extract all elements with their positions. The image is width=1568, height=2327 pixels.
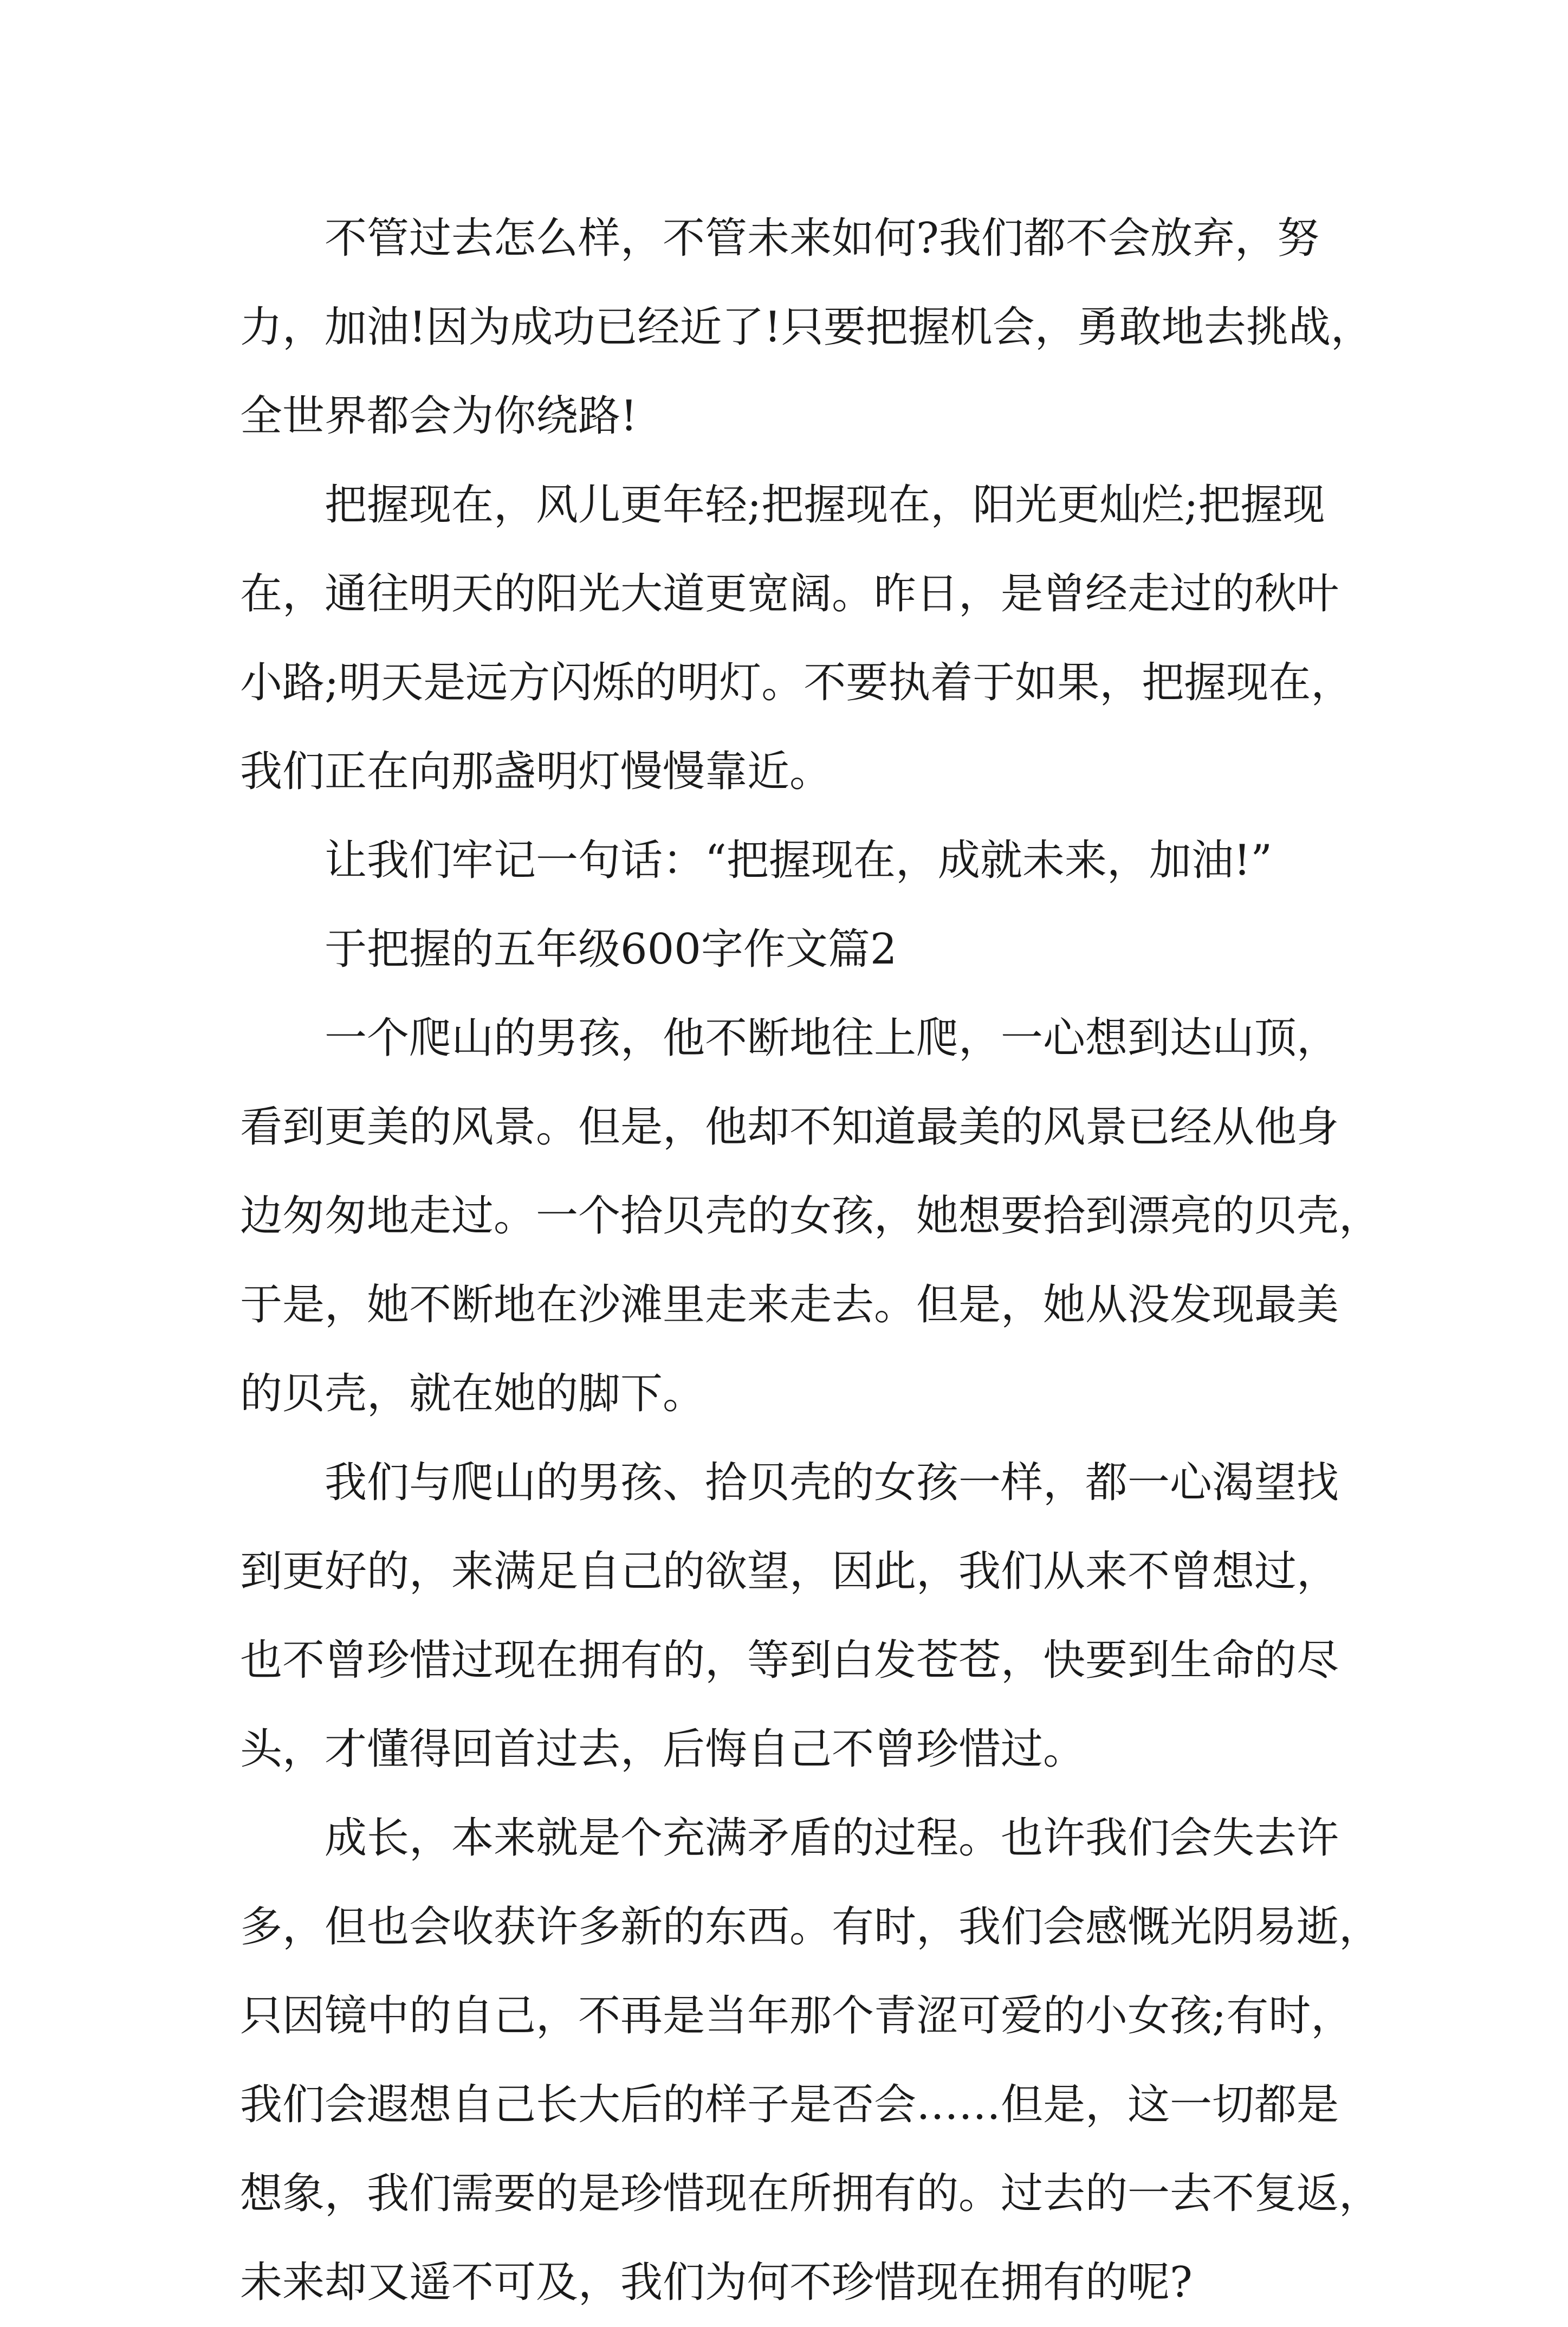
text-line: 也不曾珍惜过现在拥有的，等到白发苍苍，快要到生命的尽 bbox=[240, 1636, 1339, 1685]
text-line: 未来却又遥不可及，我们为何不珍惜现在拥有的呢? bbox=[240, 2258, 1193, 2307]
text-line: 看到更美的风景。但是，他却不知道最美的风景已经从他身 bbox=[240, 1103, 1339, 1152]
text-line: 小路;明天是远方闪烁的明灯。不要执着于如果，把握现在， bbox=[240, 658, 1353, 707]
heading-text: 于把握的五年级600字作文篇2 bbox=[325, 925, 897, 974]
paragraph-2 bbox=[240, 461, 1353, 816]
text-line: 边匆匆地走过。一个拾贝壳的女孩，她想要拾到漂亮的贝壳， bbox=[240, 1192, 1382, 1240]
paragraph-5 bbox=[240, 1438, 1345, 1794]
text-line: 在，通往明天的阳光大道更宽阔。昨日，是曾经走过的秋叶 bbox=[240, 570, 1339, 618]
text-line: 全世界都会为你绕路! bbox=[240, 392, 638, 441]
paragraph-1 bbox=[240, 194, 1373, 461]
text-line: 不管过去怎么样，不管未来如何?我们都不会放弃，努 bbox=[325, 214, 1319, 263]
text-line: 让我们牢记一句话：“把握现在，成就未来，加油!” bbox=[325, 836, 1273, 885]
text-line: 想象，我们需要的是珍惜现在所拥有的。过去的一去不复返， bbox=[240, 2169, 1382, 2218]
text-line: 力，加油!因为成功已经近了!只要把握机会，勇敢地去挑战， bbox=[240, 303, 1373, 352]
text-line: 多，但也会收获许多新的东西。有时，我们会感慨光阴易逝， bbox=[240, 1903, 1382, 1951]
text-line: 只因镜中的自己，不再是当年那个青涩可爱的小女孩;有时， bbox=[240, 1992, 1353, 2040]
text-line: 于是，她不断地在沙滩里走来走去。但是，她从没发现最美 bbox=[240, 1281, 1339, 1329]
text-line: 我们正在向那盏明灯慢慢靠近。 bbox=[240, 747, 832, 796]
document-body bbox=[240, 194, 1382, 2327]
text-line: 的贝壳，就在她的脚下。 bbox=[240, 1369, 705, 1418]
text-line: 到更好的，来满足自己的欲望，因此，我们从来不曾想过， bbox=[240, 1547, 1339, 1596]
paragraph-3 bbox=[240, 816, 1345, 905]
paragraph-4 bbox=[240, 994, 1382, 1438]
text-line: 把握现在，风儿更年轻;把握现在，阳光更灿烂;把握现 bbox=[325, 481, 1325, 529]
text-line: 我们与爬山的男孩、拾贝壳的女孩一样，都一心渴望找 bbox=[325, 1458, 1339, 1507]
text-line: 一个爬山的男孩，他不断地往上爬，一心想到达山顶， bbox=[325, 1014, 1339, 1063]
section-heading bbox=[240, 905, 1345, 994]
text-line: 我们会遐想自己长大后的样子是否会……但是，这一切都是 bbox=[240, 2080, 1339, 2129]
text-line: 成长，本来就是个充满矛盾的过程。也许我们会失去许 bbox=[325, 1814, 1339, 1863]
paragraph-6 bbox=[240, 1794, 1382, 2327]
text-line: 头，才懂得回首过去，后悔自己不曾珍惜过。 bbox=[240, 1725, 1086, 1774]
